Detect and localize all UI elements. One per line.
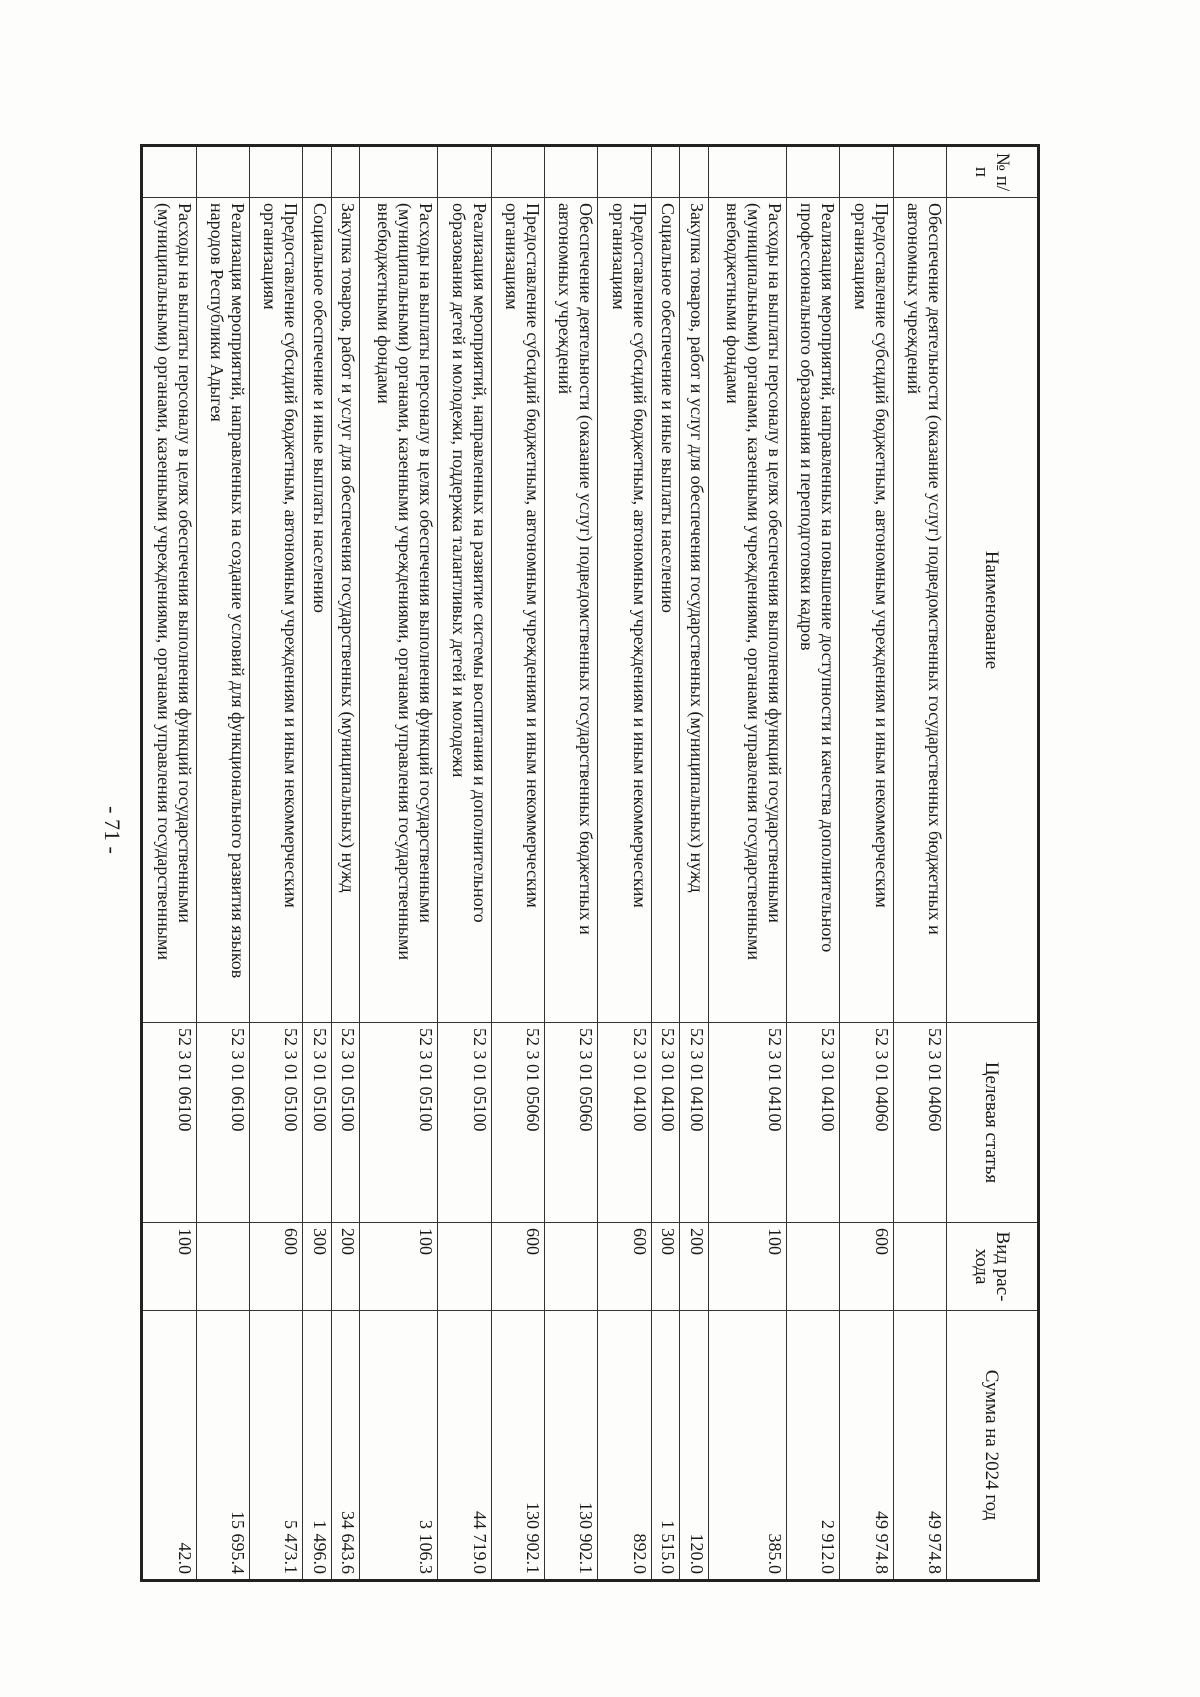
table-row (142, 146, 197, 1581)
cell-sum: 892.0 (598, 1311, 651, 1581)
cell-kind (893, 1223, 946, 1311)
cell-kind: 600 (840, 1223, 893, 1311)
cell-sum: 34 643.6 (331, 1311, 359, 1581)
cell-num (491, 146, 544, 198)
cell-name: Предоставление субсидий бюджетным, автономным учреждениям и иным некоммерческим организациям (598, 198, 651, 1023)
cell-target: 52 3 01 04060 (893, 1023, 946, 1223)
cell-sum: 49 974.8 (840, 1311, 893, 1581)
header-num: № п/п (947, 146, 1039, 198)
header-name: Наименование (947, 198, 1039, 1023)
budget-table (140, 144, 1040, 1582)
cell-num (840, 146, 893, 198)
cell-kind: 100 (360, 1223, 438, 1311)
cell-num (142, 146, 197, 198)
cell-num (360, 146, 438, 198)
cell-name: Расходы на выплаты персоналу в целях обеспечения выполнения функций государственными (муниципальными) органами, казенными учреждениями, органами управления государственными (142, 198, 197, 1023)
cell-num (196, 146, 249, 198)
cell-sum: 1 515.0 (651, 1311, 679, 1581)
header-kind: Вид рас-хода (947, 1223, 1039, 1311)
cell-name: Предоставление субсидий бюджетным, автономным учреждениям и иным некоммерческим организациям (840, 198, 893, 1023)
cell-num (331, 146, 359, 198)
cell-target: 52 3 01 04100 (651, 1023, 679, 1223)
table-row (331, 146, 359, 1581)
cell-target: 52 3 01 05100 (438, 1023, 491, 1223)
cell-sum: 44 719.0 (438, 1311, 491, 1581)
table-row (786, 146, 839, 1581)
table-row (196, 146, 249, 1581)
cell-target: 52 3 01 04100 (598, 1023, 651, 1223)
table-row (708, 146, 786, 1581)
cell-name: Реализация мероприятий, направленных на развитие системы воспитания и дополнительного образования детей и молодежи, поддержка талантливых детей и молодежи (438, 198, 491, 1023)
cell-target: 52 3 01 06100 (196, 1023, 249, 1223)
table-row (360, 146, 438, 1581)
cell-kind (786, 1223, 839, 1311)
cell-num (893, 146, 946, 198)
cell-name: Предоставление субсидий бюджетным, автономным учреждениям и иным некоммерческим организациям (491, 198, 544, 1023)
cell-kind: 600 (249, 1223, 302, 1311)
cell-kind (545, 1223, 598, 1311)
table-header-row (947, 146, 1039, 1581)
cell-name: Закупка товаров, работ и услуг для обеспечения государственных (муниципальных) нужд (331, 198, 359, 1023)
cell-sum: 49 974.8 (893, 1311, 946, 1581)
cell-sum: 42.0 (142, 1311, 197, 1581)
cell-num (249, 146, 302, 198)
cell-kind: 100 (708, 1223, 786, 1311)
cell-name: Предоставление субсидий бюджетным, автономным учреждениям и иным некоммерческим организациям (249, 198, 302, 1023)
cell-target: 52 3 01 05100 (303, 1023, 331, 1223)
cell-num (303, 146, 331, 198)
cell-target: 52 3 01 06100 (142, 1023, 197, 1223)
cell-num (680, 146, 708, 198)
table-row (598, 146, 651, 1581)
cell-name: Обеспечение деятельности (оказание услуг) подведомственных государственных бюджетных и автономных учреждений (545, 198, 598, 1023)
table-row (545, 146, 598, 1581)
cell-target: 52 3 01 04100 (708, 1023, 786, 1223)
cell-num (786, 146, 839, 198)
cell-sum: 385.0 (708, 1311, 786, 1581)
header-sum: Сумма на 2024 год (947, 1311, 1039, 1581)
table-row (893, 146, 946, 1581)
cell-kind (196, 1223, 249, 1311)
cell-kind: 200 (331, 1223, 359, 1311)
page-number: - 71 - (100, 806, 125, 854)
cell-target: 52 3 01 04100 (680, 1023, 708, 1223)
cell-sum: 120.0 (680, 1311, 708, 1581)
cell-kind: 300 (651, 1223, 679, 1311)
cell-target: 52 3 01 05060 (545, 1023, 598, 1223)
table-row (651, 146, 679, 1581)
table-body (142, 146, 947, 1581)
cell-kind: 100 (142, 1223, 197, 1311)
cell-name: Реализация мероприятий, направленных на повышение доступности и качества дополнительного профессионального образования и переподготовки кадров (786, 198, 839, 1023)
table-row (680, 146, 708, 1581)
cell-target: 52 3 01 04060 (840, 1023, 893, 1223)
cell-target: 52 3 01 05100 (331, 1023, 359, 1223)
cell-num (438, 146, 491, 198)
cell-sum: 2 912.0 (786, 1311, 839, 1581)
cell-sum: 3 106.3 (360, 1311, 438, 1581)
cell-target: 52 3 01 05060 (491, 1023, 544, 1223)
cell-sum: 130 902.1 (491, 1311, 544, 1581)
table-row (491, 146, 544, 1581)
cell-name: Социальное обеспечение и иные выплаты населению (303, 198, 331, 1023)
cell-num (708, 146, 786, 198)
cell-sum: 5 473.1 (249, 1311, 302, 1581)
cell-name: Социальное обеспечение и иные выплаты населению (651, 198, 679, 1023)
cell-name: Реализация мероприятий, направленных на создание условий для функционального развития языков народов Республики Адыгея (196, 198, 249, 1023)
cell-name: Расходы на выплаты персоналу в целях обеспечения выполнения функций государственными (муниципальными) органами, казенными учреждениями, органами управления государственными внебюджетными фондами (360, 198, 438, 1023)
cell-target: 52 3 01 04100 (786, 1023, 839, 1223)
budget-table-sheet (140, 144, 1040, 1579)
cell-sum: 130 902.1 (545, 1311, 598, 1581)
cell-num (651, 146, 679, 198)
cell-target: 52 3 01 05100 (360, 1023, 438, 1223)
table-row (303, 146, 331, 1581)
cell-kind: 200 (680, 1223, 708, 1311)
cell-sum: 15 695.4 (196, 1311, 249, 1581)
cell-name: Обеспечение деятельности (оказание услуг) подведомственных государственных бюджетных и автономных учреждений (893, 198, 946, 1023)
cell-kind: 600 (598, 1223, 651, 1311)
cell-kind (438, 1223, 491, 1311)
cell-kind: 600 (491, 1223, 544, 1311)
cell-name: Закупка товаров, работ и услуг для обеспечения государственных (муниципальных) нужд (680, 198, 708, 1023)
cell-kind: 300 (303, 1223, 331, 1311)
header-target: Целевая статья (947, 1023, 1039, 1223)
cell-num (545, 146, 598, 198)
table-row (249, 146, 302, 1581)
cell-sum: 1 496.0 (303, 1311, 331, 1581)
cell-target: 52 3 01 05100 (249, 1023, 302, 1223)
cell-num (598, 146, 651, 198)
table-row (840, 146, 893, 1581)
cell-name: Расходы на выплаты персоналу в целях обеспечения выполнения функций государственными (муниципальными) органами, казенными учреждениями, органами управления государственными внебюджетными фондами (708, 198, 786, 1023)
table-row (438, 146, 491, 1581)
